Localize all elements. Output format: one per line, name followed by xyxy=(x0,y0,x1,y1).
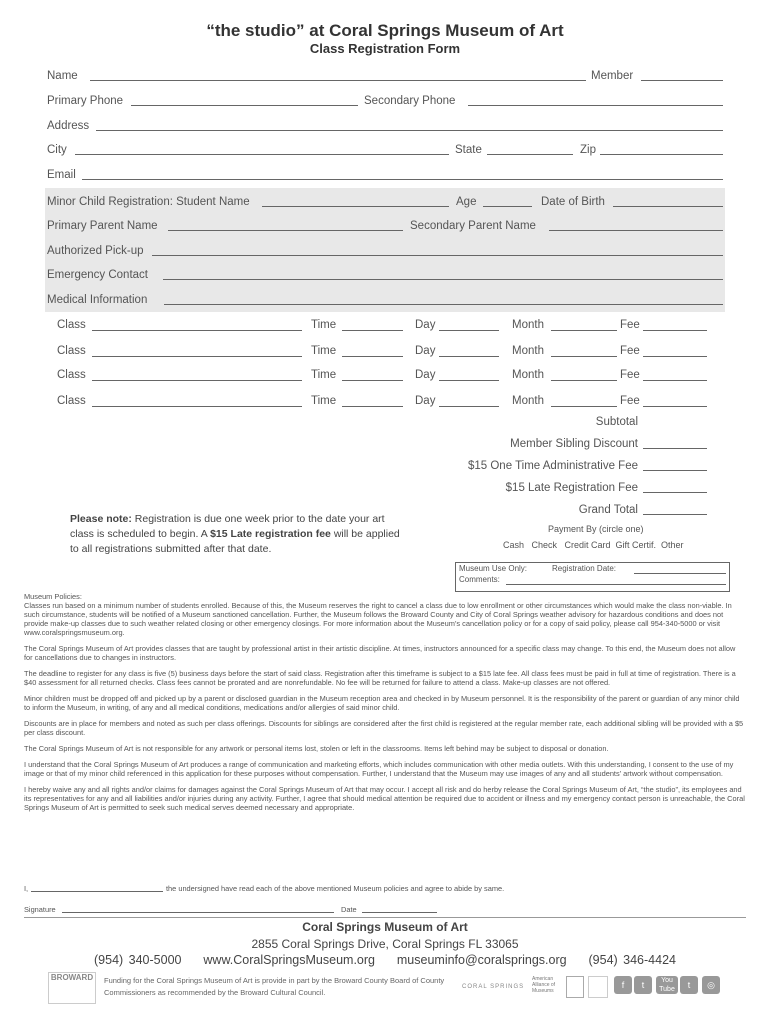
fee-field[interactable] xyxy=(643,356,707,357)
form-subtitle: Class Registration Form xyxy=(309,41,461,56)
secondary-phone-field[interactable] xyxy=(468,105,723,106)
time-label: Time xyxy=(311,395,337,407)
day-label: Day xyxy=(415,369,436,381)
footer-museum-name: Coral Springs Museum of Art xyxy=(302,920,468,934)
subtotal-label: Subtotal xyxy=(595,416,638,428)
footer-address: 2855 Coral Springs Drive, Coral Springs FL 33065 xyxy=(251,937,519,951)
month-field[interactable] xyxy=(551,406,617,407)
registration-note xyxy=(70,512,410,557)
footer-divider xyxy=(24,917,746,918)
registration-date-field[interactable] xyxy=(634,573,726,574)
time-label: Time xyxy=(311,345,337,357)
day-field[interactable] xyxy=(439,356,499,357)
city-field[interactable] xyxy=(75,154,449,155)
time-label: Time xyxy=(311,369,337,381)
form-title: “the studio” at Coral Springs Museum of Art xyxy=(206,21,564,40)
class-field[interactable] xyxy=(92,330,302,331)
secondary-parent-label: Secondary Parent Name xyxy=(410,220,536,232)
funding-text: Funding for the Coral Springs Museum of Art is provide in part by the Broward County Board of County Commissioners as recommended by the Broward Cultural Council. xyxy=(104,976,445,997)
broward-logo xyxy=(48,972,96,1004)
primary-parent-field[interactable] xyxy=(168,230,403,231)
secondary-phone-label: Secondary Phone xyxy=(364,95,456,107)
payment-by-label: Payment By (circle one) xyxy=(548,524,644,534)
fee-label: Fee xyxy=(620,319,640,331)
date-label: Date xyxy=(341,905,357,914)
emergency-label: Emergency Contact xyxy=(47,269,148,281)
class-field[interactable] xyxy=(92,406,302,407)
member-field[interactable] xyxy=(641,80,723,81)
day-label: Day xyxy=(415,319,436,331)
policy-paragraph: Minor children must be dropped off and picked up by a parent or disclosed guardian in the Museum reception area and checked in by Museum personnel. It is the responsibility of the parent or guardian of any minor child to inform the Museum, in writing, of any and all medical conditions, medications and/or allergies of said minor child. xyxy=(24,694,740,712)
address-field[interactable] xyxy=(96,130,723,131)
tumblr-icon[interactable]: t xyxy=(680,976,698,994)
age-label: Age xyxy=(456,196,477,208)
footer-email[interactable]: museuminfo@coralsprings.org xyxy=(396,953,567,967)
note-bold: Please note: xyxy=(70,513,132,525)
time-field[interactable] xyxy=(342,406,403,407)
day-field[interactable] xyxy=(439,330,499,331)
fee-field[interactable] xyxy=(643,406,707,407)
day-label: Day xyxy=(415,345,436,357)
time-field[interactable] xyxy=(342,380,403,381)
registration-date-label: Registration Date: xyxy=(552,564,617,573)
sibling-discount-field[interactable] xyxy=(643,448,707,449)
month-label: Month xyxy=(512,345,544,357)
fee-label: Fee xyxy=(620,345,640,357)
emergency-field[interactable] xyxy=(163,279,723,280)
comments-field[interactable] xyxy=(506,584,726,585)
class-label: Class xyxy=(57,345,86,357)
policy-paragraph: The deadline to register for any class is five (5) business days before the start of said class. Registration after this timeframe is subject to a $15 late fee. All class fees must be paid in full at time of registration. There is a $40 assessment for all returned checks. Class fees cannot be prorated and are nonrefundable. No fee will be returned for failure to attend a class. Make-up classes are not offered. xyxy=(24,669,736,687)
footer-fax: (954) 346-4424 xyxy=(588,953,676,967)
museum-use-box xyxy=(455,562,730,592)
museum-policies xyxy=(24,592,746,819)
class-label: Class xyxy=(57,319,86,331)
month-label: Month xyxy=(512,319,544,331)
zip-field[interactable] xyxy=(600,154,723,155)
name-label: Name xyxy=(47,70,78,82)
fee-field[interactable] xyxy=(643,380,707,381)
primary-phone-field[interactable] xyxy=(131,105,358,106)
email-label: Email xyxy=(47,169,76,181)
payment-options[interactable]: Cash Check Credit Card Gift Certif. Other xyxy=(503,540,684,550)
seal-icon xyxy=(588,976,608,998)
email-field[interactable] xyxy=(82,179,723,180)
policy-paragraph: The Coral Springs Museum of Art provides classes that are taught by professional artist in their artistic discipline. At times, instructors announced for a specific class may change. To this end, the Museum does not allow for cancellations due to changes in instructors. xyxy=(24,644,736,662)
note-text-2: will be applied to all registrations submitted after that date. xyxy=(70,528,400,555)
footer-contact xyxy=(0,953,770,967)
secondary-parent-field[interactable] xyxy=(549,230,723,231)
fee-label: Fee xyxy=(620,369,640,381)
twitter-icon[interactable]: t xyxy=(634,976,652,994)
broward-logo-text: BROWARD xyxy=(50,973,94,982)
student-name-field[interactable] xyxy=(262,206,449,207)
signature-label: Signature xyxy=(24,905,56,914)
time-field[interactable] xyxy=(342,356,403,357)
class-row xyxy=(0,369,770,395)
class-label: Class xyxy=(57,395,86,407)
grand-total-label: Grand Total xyxy=(578,504,638,516)
admin-fee-field[interactable] xyxy=(643,470,707,471)
dob-field[interactable] xyxy=(613,206,723,207)
month-field[interactable] xyxy=(551,356,617,357)
class-field[interactable] xyxy=(92,380,302,381)
date-field[interactable] xyxy=(362,912,437,913)
class-row xyxy=(0,345,770,371)
class-label: Class xyxy=(57,369,86,381)
footer-phone: (954) 340-5000 xyxy=(94,953,182,967)
pickup-label: Authorized Pick-up xyxy=(47,245,144,257)
policy-paragraph: Discounts are in place for members and noted as such per class offerings. Discounts for siblings are considered after the first child is registered at the regular member rate, each additional sibling will be provided with a $5 per class discount. xyxy=(24,719,744,737)
late-fee-field[interactable] xyxy=(643,492,707,493)
month-label: Month xyxy=(512,395,544,407)
class-field[interactable] xyxy=(92,356,302,357)
primary-phone-label: Primary Phone xyxy=(47,95,124,107)
name-field[interactable] xyxy=(90,80,586,81)
primary-parent-label: Primary Parent Name xyxy=(47,220,158,232)
class-row xyxy=(0,395,770,421)
day-label: Day xyxy=(415,395,436,407)
agree-text: the undersigned have read each of the above mentioned Museum policies and agree to abide by same. xyxy=(166,884,505,893)
state-field[interactable] xyxy=(487,154,573,155)
age-field[interactable] xyxy=(483,206,532,207)
minor-child-label: Minor Child Registration: Student Name xyxy=(47,196,250,208)
coral-springs-logo: CORAL SPRINGS xyxy=(462,984,525,990)
policy-paragraph: I hereby waive any and all rights and/or claims for damages against the Coral Springs Museum of Art that may occur. I accept all risk and do herby release the Coral Springs Museum of Art, “the studio”, its employees and its representatives for any and all liabilities and/or injuries during any activity. Further, I agree that should medical attention be required due to accident or illness and my emergency contact person is unreachable, the Coral Springs Museum of Art is permitted to seek such medical serves deemed necessary and appropriate. xyxy=(24,785,745,812)
city-label: City xyxy=(47,144,67,156)
signature-field[interactable] xyxy=(62,912,334,913)
footer-website[interactable]: www.CoralSpringsMuseum.org xyxy=(203,953,375,967)
aam-logo: American Alliance of Museums xyxy=(532,976,556,994)
agree-i-label: I, xyxy=(24,884,29,893)
instagram-icon[interactable]: ◎ xyxy=(702,976,720,994)
agree-name-field[interactable] xyxy=(31,891,163,892)
dob-label: Date of Birth xyxy=(541,196,605,208)
comments-label: Comments: xyxy=(459,575,500,584)
grand-total-field[interactable] xyxy=(643,514,707,515)
admin-fee-label: $15 One Time Administrative Fee xyxy=(467,460,638,472)
fee-label: Fee xyxy=(620,395,640,407)
fee-field[interactable] xyxy=(643,330,707,331)
late-fee-label: $15 Late Registration Fee xyxy=(505,482,638,494)
museum-use-label: Museum Use Only: xyxy=(459,564,528,573)
medical-field[interactable] xyxy=(164,304,723,305)
address-label: Address xyxy=(47,120,90,132)
zip-label: Zip xyxy=(580,144,596,156)
time-field[interactable] xyxy=(342,330,403,331)
day-field[interactable] xyxy=(439,380,499,381)
facebook-icon[interactable]: f xyxy=(614,976,632,994)
policy-paragraph: The Coral Springs Museum of Art is not responsible for any artwork or personal items lost, stolen or left in the classrooms. Items left behind may be subject to disposal or donation. xyxy=(24,744,609,753)
youtube-icon[interactable]: You Tube xyxy=(656,976,678,994)
policies-heading: Museum Policies: xyxy=(24,592,82,601)
time-label: Time xyxy=(311,319,337,331)
month-label: Month xyxy=(512,369,544,381)
policy-paragraph: Classes run based on a minimum number of students enrolled. Because of this, the Museum reserves the right to cancel a class due to low enrollment or other circumstances which would make the class non-viable. In such circumstance, students will be notified of a Museum sanctioned cancellation. Further, the Museum follows the Broward County and City of Coral Springs weather advisory for hazardous conditions and does not provide make-up classes due to such weather related closing or other emergency closings. For more information about the Museum’s cancellation policy or for a copy of said policy, please call 954-340-5000 or visit www.coralspringsmuseum.org. xyxy=(24,601,732,637)
state-label: State xyxy=(455,144,482,156)
policy-paragraph: I understand that the Coral Springs Museum of Art produces a range of communication and marketing efforts, which includes communication with other media outlets. With this understanding, I consent to the use of my image or that of my minor child referenced in this application for these purposes without compensation. Further, I understand that the Museum may use images of any and all students’ artwork without compensation. xyxy=(24,760,734,778)
day-field[interactable] xyxy=(439,406,499,407)
class-row xyxy=(0,319,770,345)
medical-label: Medical Information xyxy=(47,294,148,306)
month-field[interactable] xyxy=(551,330,617,331)
pickup-field[interactable] xyxy=(152,255,723,256)
month-field[interactable] xyxy=(551,380,617,381)
note-late-fee: $15 Late registration fee xyxy=(210,528,331,540)
badge-icon xyxy=(566,976,584,998)
sibling-discount-label: Member Sibling Discount xyxy=(510,438,638,450)
member-label: Member xyxy=(591,70,634,82)
note-text-1: Registration is due one week prior to the date your art class is scheduled to begin. A xyxy=(70,513,385,540)
